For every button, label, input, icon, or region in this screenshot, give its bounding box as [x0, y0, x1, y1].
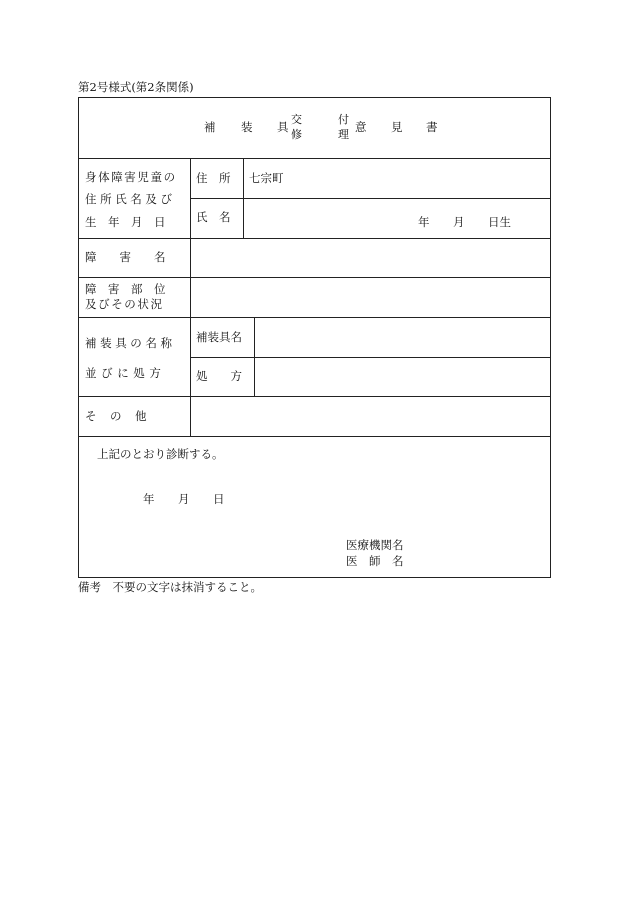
form-number: 第2号様式(第2条関係) [78, 80, 194, 94]
column-divider [190, 158, 191, 436]
device-name-label: 補装具名 [196, 330, 242, 344]
row-divider [190, 198, 551, 199]
device-label: 補装具の名称 [85, 336, 176, 350]
institution-label: 医療機関名 [346, 538, 404, 552]
child-info-label: 生 年 月 日 [85, 215, 166, 229]
row-divider [78, 238, 551, 239]
row-divider [78, 317, 551, 318]
other-label: そ の 他 [85, 409, 148, 423]
birth-day-label: 日生 [488, 215, 511, 229]
row-divider [78, 436, 551, 437]
address-label: 住 所 [196, 171, 231, 185]
date-day-label: 日 [213, 492, 225, 506]
device-label: 並びに処方 [85, 366, 166, 380]
title-char: 見 [391, 120, 403, 134]
title-char: 装 [241, 120, 253, 134]
date-year-label: 年 [143, 492, 155, 506]
diagnosis-statement: 上記のとおり診断する。 [97, 447, 224, 461]
column-divider [254, 317, 255, 396]
disability-site-label: 及びその状況 [85, 297, 164, 311]
title-char: 意 [355, 120, 367, 134]
address-value[interactable]: 七宗町 [249, 171, 284, 185]
birth-year-label: 年 [418, 215, 430, 229]
title-char: 書 [426, 120, 438, 134]
remark: 備考 不要の文字は抹消すること。 [78, 580, 262, 594]
birth-month-label: 月 [453, 215, 465, 229]
doctor-label: 医 師 名 [346, 554, 404, 568]
disability-name-label: 障 害 名 [85, 250, 166, 264]
row-divider [78, 158, 551, 159]
prescription-label: 処 方 [196, 369, 242, 383]
row-divider [78, 396, 551, 397]
child-info-label: 住所氏名及び [85, 192, 176, 206]
title-choice: 理 [338, 128, 349, 141]
title-char: 具 [277, 120, 289, 134]
title-char: 補 [204, 120, 216, 134]
title-choice: 付 [338, 113, 349, 126]
row-divider [78, 277, 551, 278]
row-divider [190, 357, 551, 358]
disability-site-label: 障 害 部 位 [85, 282, 166, 296]
child-info-label: 身体障害児童の [85, 170, 177, 184]
title-choice: 修 [291, 128, 302, 141]
column-divider [243, 158, 244, 238]
name-label: 氏 名 [196, 210, 231, 224]
title-choice: 交 [291, 113, 302, 126]
date-month-label: 月 [178, 492, 190, 506]
